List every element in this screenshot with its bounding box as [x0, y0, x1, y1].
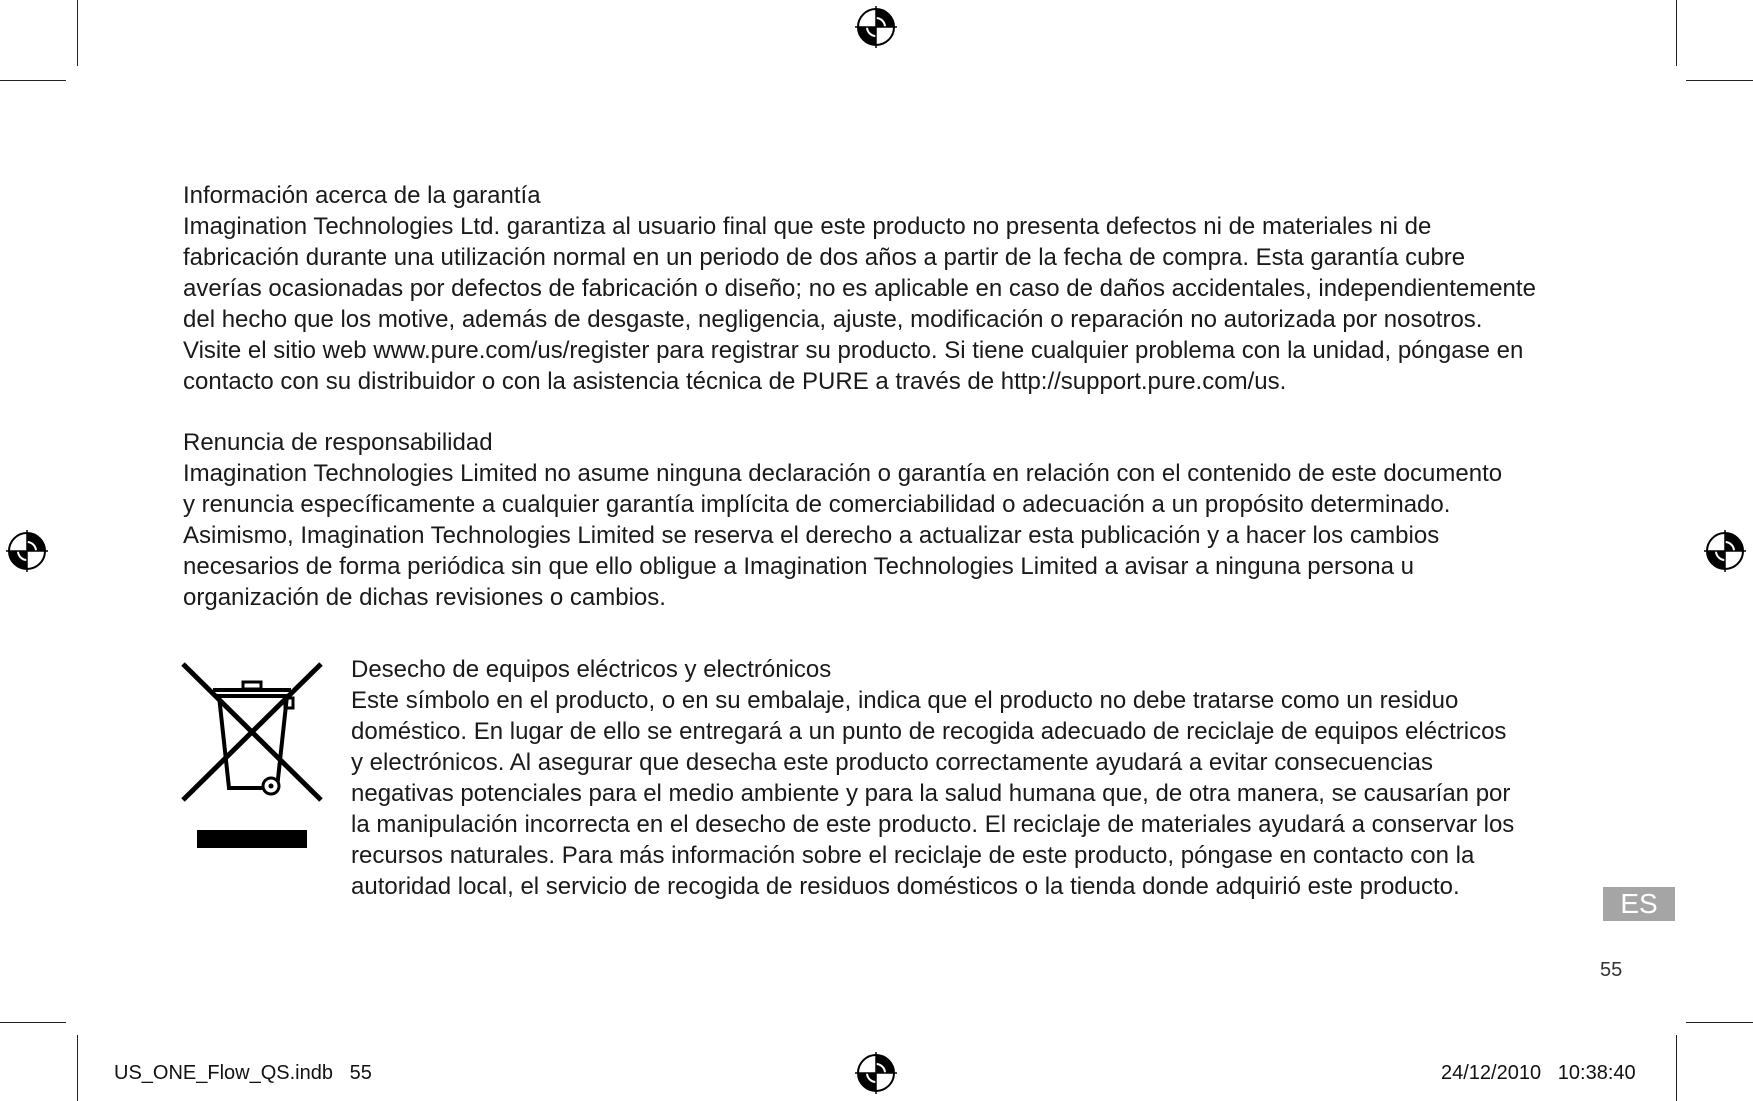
- page-number: 55: [1600, 959, 1623, 981]
- disclaimer-line-4: necesarios de forma periódica sin que ello obligue a Imagination Technologies Limited a avisar a ninguna persona u: [183, 553, 1415, 580]
- weee-line-5: la manipulación incorrecta en el desecho de este producto. El reciclaje de materiales ayudará a conservar los: [351, 811, 1515, 838]
- weee-line-6: recursos naturales. Para más información sobre el reciclaje de este producto, póngase en contacto con la: [351, 842, 1475, 869]
- weee-heading: Desecho de equipos eléctricos y electrónicos: [351, 656, 832, 683]
- warranty-line-2: fabricación durante una utilización normal en un periodo de dos años a partir de la fecha de compra. Esta garantía cubre: [183, 244, 1466, 271]
- warranty-line-4: del hecho que los motive, además de desgaste, negligencia, ajuste, modificación o reparación no autorizada por nosotros.: [183, 306, 1483, 333]
- disclaimer-heading: Renuncia de responsabilidad: [183, 429, 493, 456]
- weee-line-7: autoridad local, el servicio de recogida de residuos domésticos o la tienda donde adquirió este producto.: [351, 873, 1460, 900]
- crop-mark-top-right-vertical: [1676, 0, 1677, 66]
- disclaimer-section: [183, 427, 1623, 613]
- weee-line-4: negativas potenciales para el medio ambiente y para la salud humana que, de otra manera, se causarían por: [351, 780, 1511, 807]
- crop-mark-top-left-horizontal: [0, 80, 66, 81]
- weee-line-3: y electrónicos. Al asegurar que desecha este producto correctamente ayudará a evitar consecuencias: [351, 749, 1433, 776]
- crop-mark-bottom-left-horizontal: [0, 1022, 66, 1023]
- warranty-line-5: Visite el sitio web www.pure.com/us/register para registrar su producto. Si tiene cualquier problema con la unidad, póngase en: [183, 337, 1524, 364]
- print-slug-file: US_ONE_Flow_QS.indb 55: [114, 1062, 372, 1084]
- registration-mark-bottom-icon: [855, 1052, 897, 1094]
- disclaimer-line-1: Imagination Technologies Limited no asume ninguna declaración o garantía en relación con el contenido de este documento: [183, 460, 1503, 487]
- crop-mark-bottom-right-horizontal: [1686, 1022, 1753, 1023]
- crop-mark-top-right-horizontal: [1686, 80, 1753, 81]
- disclaimer-line-3: Asimismo, Imagination Technologies Limited se reserva el derecho a actualizar esta publicación y a hacer los cambios: [183, 522, 1440, 549]
- registration-mark-top-icon: [855, 6, 897, 48]
- registration-mark-left-icon: [6, 530, 48, 572]
- disclaimer-line-5: organización de dichas revisiones o cambios.: [183, 584, 666, 611]
- warranty-line-6: contacto con su distribuidor o con la asistencia técnica de PURE a través de http://support.pure.com/us.: [183, 368, 1287, 395]
- crossed-out-wheelie-bin-icon: [181, 660, 323, 850]
- disclaimer-line-2: y renuncia específicamente a cualquier garantía implícita de comerciabilidad o adecuación a un propósito determinado.: [183, 491, 1451, 518]
- weee-line-2: doméstico. En lugar de ello se entregará a un punto de recogida adecuado de reciclaje de equipos eléctricos: [351, 718, 1507, 745]
- language-badge: ES: [1603, 887, 1675, 921]
- crop-mark-bottom-right-vertical: [1676, 1035, 1677, 1101]
- registration-mark-right-icon: [1704, 530, 1746, 572]
- weee-line-1: Este símbolo en el producto, o en su embalaje, indica que el producto no debe tratarse como un residuo: [351, 687, 1459, 714]
- warranty-section: [183, 180, 1623, 397]
- crop-mark-bottom-left-vertical: [77, 1035, 78, 1101]
- crop-mark-top-left-vertical: [77, 0, 78, 66]
- weee-section: [351, 654, 1621, 902]
- warranty-line-3: averías ocasionadas por defectos de fabricación o diseño; no es aplicable en caso de daños accidentales, independientemente: [183, 275, 1536, 302]
- print-slug-timestamp: 24/12/2010 10:38:40: [1441, 1062, 1636, 1084]
- warranty-heading: Información acerca de la garantía: [183, 182, 541, 209]
- warranty-line-1: Imagination Technologies Ltd. garantiza al usuario final que este producto no presenta defectos ni de materiales ni de: [183, 213, 1432, 240]
